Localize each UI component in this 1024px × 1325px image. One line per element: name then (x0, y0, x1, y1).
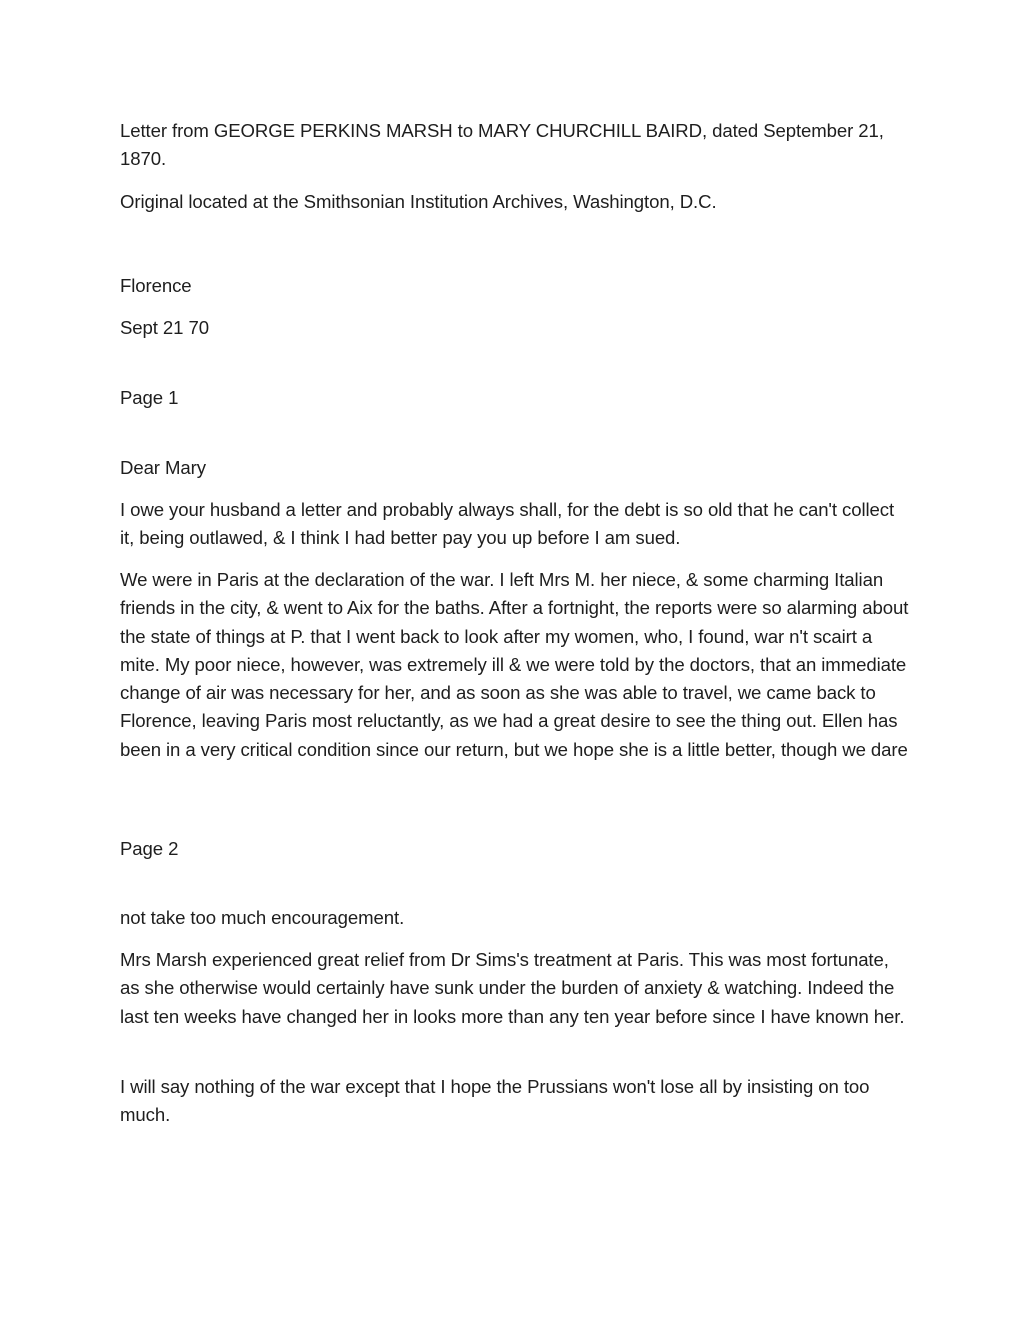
page-marker-2: Page 2 (120, 838, 179, 859)
paragraph-prussians: I will say nothing of the war except that I hope the Prussians won't lose all by insisting on too much. (120, 1076, 870, 1126)
letter-date: Sept 21 70 (120, 317, 209, 338)
paragraph-debt: I owe your husband a letter and probably always shall, for the debt is so old that he can't collect it, being outlawed, & I think I had better pay you up before I am sued. (120, 499, 895, 549)
paragraph-paris-war: We were in Paris at the declaration of the war. I left Mrs M. her niece, & some charming Italian friends in the city, & went to Aix for the baths. After a fortnight, the reports were so alarming about the state of things at P. that I went back to look after my women, who, I found, war n't scairt a mite. My poor niece, however, was extremely ill & we were told by the doctors, that an immediate change of air was necessary for her, and as soon as she was able to travel, we came back to Florence, leaving Paris most reluctantly, as we had a great desire to see the thing out. Ellen has been in a very critical condition since our return, but we hope she is a little better, though we dare (120, 569, 909, 760)
paragraph-mrs-marsh: Mrs Marsh experienced great relief from Dr Sims's treatment at Paris. This was most fortunate, as she otherwise would certainly have sunk under the burden of anxiety & watching. Indeed the last ten weeks have changed her in looks more than any ten year before since I have known her. (120, 949, 905, 1027)
archive-source-line: Original located at the Smithsonian Institution Archives, Washington, D.C. (120, 191, 717, 212)
page-marker-1: Page 1 (120, 387, 179, 408)
letter-header: Letter from GEORGE PERKINS MARSH to MARY CHURCHILL BAIRD, dated September 21, 1870. (120, 120, 884, 170)
salutation: Dear Mary (120, 457, 206, 478)
letter-place: Florence (120, 275, 192, 296)
paragraph-continuation: not take too much encouragement. (120, 907, 405, 928)
